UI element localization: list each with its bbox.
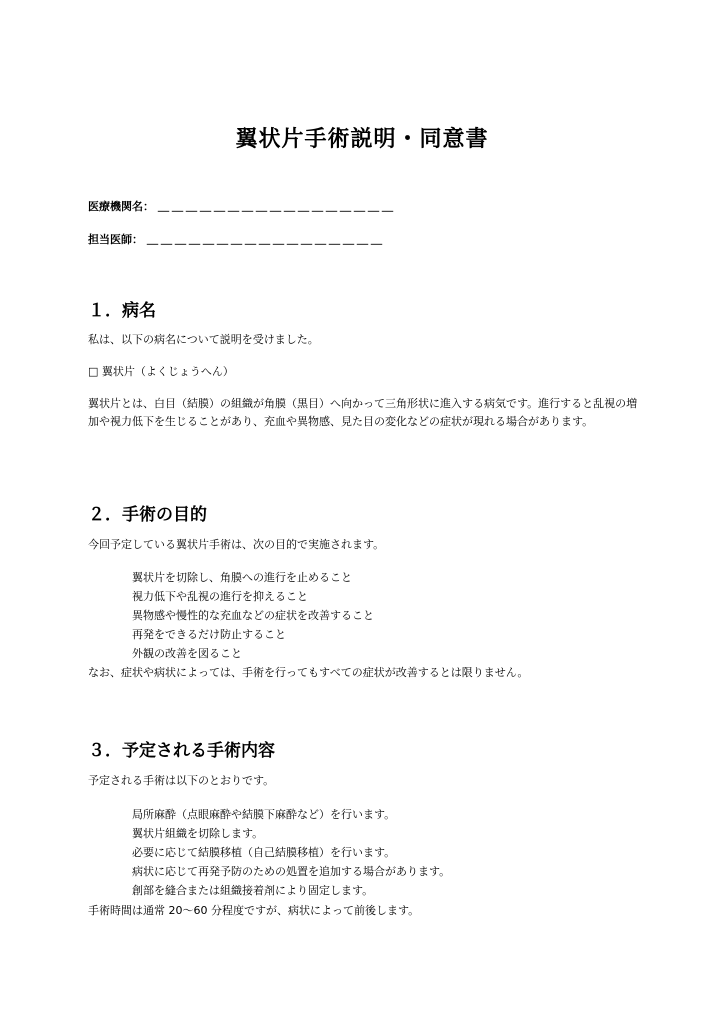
list-item: 翼状片組織を切除します。: [132, 827, 264, 840]
list-item: 創部を縫合または組織接着剤により固定します。: [132, 884, 374, 897]
list-item: 異物感や慢性的な充血などの症状を改善すること: [132, 609, 374, 622]
list-item: 局所麻酔（点眼麻酔や結膜下麻酔など）を行います。: [132, 808, 396, 821]
attending-physician-field: [88, 231, 385, 247]
document-title: 翼状片手術説明・同意書: [235, 127, 489, 152]
list-item: 翼状片を切除し、角膜への進行を止めること: [132, 571, 352, 584]
section3-procedure-list: [132, 805, 450, 900]
section2-heading: ２．手術の目的: [88, 505, 207, 525]
section2-note: なお、症状や病状によっては、手術を行ってもすべての症状が改善するとは限りません。: [88, 666, 529, 679]
section1-checkbox-item: □ 翼状片（よくじょうへん）: [88, 365, 234, 378]
list-item: 外観の改善を図ること: [132, 647, 242, 660]
medical-institution-blank: ＿＿＿＿＿＿＿＿＿＿＿＿＿＿＿＿＿: [158, 200, 396, 213]
section1-intro: 私は、以下の病名について説明を受けました。: [88, 333, 319, 346]
medical-institution-field: [88, 198, 396, 214]
attending-physician-blank: ＿＿＿＿＿＿＿＿＿＿＿＿＿＿＿＿＿: [147, 233, 385, 246]
section3-note: 手術時間は通常 20～60 分程度ですが、病状によって前後します。: [88, 904, 420, 917]
list-item: 病状に応じて再発予防のための処置を追加する場合があります。: [132, 865, 451, 878]
list-item: 再発をできるだけ防止すること: [132, 628, 286, 641]
section1-description: 翼状片とは、白目（結膜）の組織が角膜（黒目）へ向かって三角形状に進入する病気です。進行すると乱視の増加や視力低下を生じることがあり、充血や異物感、見た目の変化などの症状が現れる場合があります。: [88, 397, 638, 428]
section3-intro: 予定される手術は以下のとおりです。: [88, 774, 275, 787]
section3-heading: ３．予定される手術内容: [88, 741, 275, 761]
list-item: 視力低下や乱視の進行を抑えること: [132, 590, 308, 603]
section2-intro: 今回予定している翼状片手術は、次の目的で実施されます。: [88, 538, 385, 551]
section1-heading: １．病名: [88, 301, 156, 321]
list-item: 必要に応じて結膜移植（自己結膜移植）を行います。: [132, 846, 396, 859]
section2-purpose-list: [132, 568, 374, 663]
medical-institution-label: 医療機関名：: [88, 200, 154, 213]
attending-physician-label: 担当医師：: [88, 233, 143, 246]
